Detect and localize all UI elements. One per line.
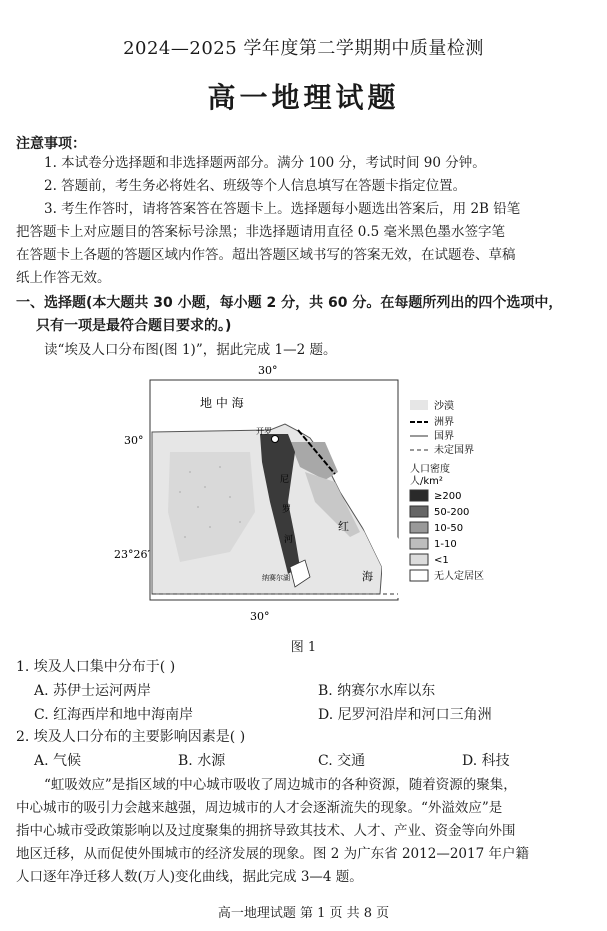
passage-line: 中心城市的吸引力会越来越强，周边城市的人才会逐渐流失的现象。“外溢效应”是 xyxy=(16,800,503,816)
lon-label-top: 30° xyxy=(258,364,278,377)
egypt-population-map xyxy=(110,362,510,632)
q1-option-d: D. 尼罗河沿岸和河口三角洲 xyxy=(318,707,492,723)
legend-swatch-d2 xyxy=(410,506,428,517)
red-sea-label: 红 xyxy=(338,520,349,533)
legend-swatch-d1 xyxy=(410,490,428,501)
lon-label-bottom: 30° xyxy=(250,610,270,623)
q1-stem: 1. 埃及人口集中分布于( ) xyxy=(16,659,176,675)
passage-line: 指中心城市受政策影响以及过度聚集的拥挤导致其技术、人才、产业、资金等向外围 xyxy=(16,823,516,839)
legend-swatch-d4 xyxy=(410,538,428,549)
legend-d4: 1-10 xyxy=(434,539,457,550)
cairo-label: 开罗 xyxy=(256,427,272,436)
nile-label-2: 罗 xyxy=(282,505,292,515)
lake-label: 纳赛尔湖 xyxy=(262,574,290,582)
legend-desert: 沙漠 xyxy=(434,401,454,412)
q1-option-c: C. 红海西岸和地中海南岸 xyxy=(34,707,194,723)
figure-caption: 图 1 xyxy=(290,640,317,655)
notes-item-3-cont: 在答题卡上各题的答题区域内作答。超出答题区域书写的答案无效，在试题卷、草稿 xyxy=(16,247,516,263)
notes-item-3: 3. 考生作答时，请将答案答在答题卡上。选择题每小题选出答案后，用 2B 铅笔 xyxy=(44,201,521,217)
legend-continent: 洲界 xyxy=(434,417,454,428)
cairo-marker xyxy=(272,436,279,443)
q2-option-a: A. 气候 xyxy=(34,753,82,769)
legend-d6: 无人定居区 xyxy=(434,571,484,582)
legend-d1: ≥200 xyxy=(434,491,462,502)
section-heading-cont: 只有一项是最符合题目要求的。) xyxy=(36,318,232,334)
legend-density-title: 人口密度 xyxy=(410,464,450,475)
legend-d3: 10-50 xyxy=(434,523,464,534)
lat-label-2326: 23°26′ xyxy=(114,548,150,561)
sea-label: 地 中 海 xyxy=(200,396,244,410)
section-heading: 一、选择题(本大题共 30 小题，每小题 2 分，共 60 分。在每题所列出的四个选项中， xyxy=(16,295,563,311)
q1-option-a: A. 苏伊士运河两岸 xyxy=(34,683,152,699)
legend-swatch-d3 xyxy=(410,522,428,533)
map-legend xyxy=(410,399,484,582)
notes-item-3-cont: 纸上作答无效。 xyxy=(16,270,111,286)
legend-swatch-d6 xyxy=(410,570,428,581)
q2-option-c: C. 交通 xyxy=(318,753,366,769)
passage-line: 人口逐年净迁移人数(万人)变化曲线，据此完成 3—4 题。 xyxy=(16,869,363,885)
notes-item-2: 2. 答题前，考生务必将姓名、班级等个人信息填写在答题卡指定位置。 xyxy=(44,178,467,194)
legend-density-unit: 人/km² xyxy=(410,476,443,487)
passage-line: “虹吸效应”是指区域的中心城市吸收了周边城市的各种资源，随着资源的聚集， xyxy=(44,777,517,793)
q2-option-d: D. 科技 xyxy=(462,753,510,769)
red-sea-label-2: 海 xyxy=(362,570,373,583)
q2-stem: 2. 埃及人口分布的主要影响因素是( ) xyxy=(16,729,246,745)
q1-option-b: B. 纳赛尔水库以东 xyxy=(318,683,436,699)
figure-intro: 读“埃及人口分布图(图 1)”，据此完成 1—2 题。 xyxy=(44,342,337,358)
lat-label-30: 30° xyxy=(124,434,144,447)
legend-d2: 50-200 xyxy=(434,507,470,518)
legend-d5: <1 xyxy=(434,555,449,566)
q2-option-b: B. 水源 xyxy=(178,753,226,769)
notes-item-1: 1. 本试卷分选择题和非选择题两部分。满分 100 分，考试时间 90 分钟。 xyxy=(44,155,486,171)
exam-header: 2024—2025 学年度第二学期期中质量检测 xyxy=(123,38,484,59)
legend-undefined: 未定国界 xyxy=(434,445,474,456)
page-footer: 高一地理试题 第 1 页 共 8 页 xyxy=(217,906,390,921)
nile-label-1: 尼 xyxy=(280,475,290,485)
notes-item-3-cont: 把答题卡上对应题目的答案标号涂黑；非选择题请用直径 0.5 毫米黑色墨水签字笔 xyxy=(16,224,506,240)
notes-heading: 注意事项： xyxy=(16,136,86,152)
legend-swatch-desert xyxy=(410,400,428,410)
passage-line: 地区迁移，从而促使外围城市的经济发展的现象。图 2 为广东省 2012—2017 年户籍 xyxy=(16,846,529,862)
legend-national: 国界 xyxy=(434,431,454,442)
nile-label-3: 河 xyxy=(284,535,294,545)
legend-swatch-d5 xyxy=(410,554,428,565)
exam-title: 高一地理试题 xyxy=(207,81,400,114)
